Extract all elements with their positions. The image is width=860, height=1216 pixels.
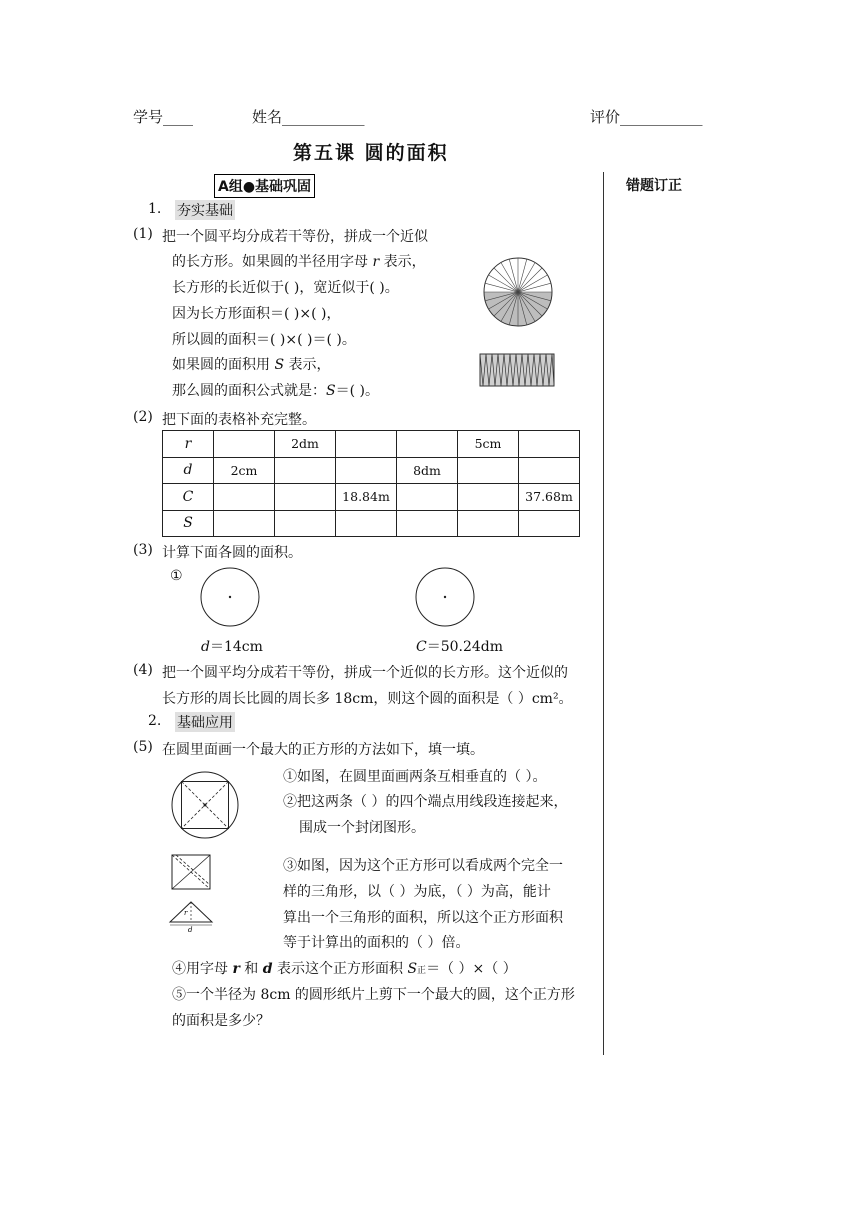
table-row (163, 510, 580, 537)
q1-line4: 因为长方形面积＝( )×( )， (172, 306, 341, 322)
table-cell (214, 484, 275, 511)
q5-step3d: 等于计算出的面积的（ ）倍。 (283, 935, 470, 951)
student-id-field: 学号____ (133, 108, 194, 126)
page-title: 第五课 圆的面积 (293, 142, 449, 164)
table-row (163, 484, 580, 511)
q1-line3: 长方形的长近似于( )，宽近似于( )。 (172, 280, 399, 296)
square-diagonal-figure (170, 853, 212, 891)
table-cell (519, 457, 580, 484)
table-cell (519, 510, 580, 537)
table-cell (275, 457, 336, 484)
q3-text: 计算下面各圆的面积。 (162, 545, 302, 561)
table-cell (336, 457, 397, 484)
table-cell: 5cm (458, 431, 519, 458)
q2-text: 把下面的表格补充完整。 (162, 412, 316, 428)
q1-number: (1) (133, 226, 153, 242)
q5-step3b: 样的三角形，以（ ）为底，（ ）为高，能计 (283, 884, 551, 900)
table-cell: 2dm (275, 431, 336, 458)
q5-step2b: 围成一个封闭图形。 (299, 820, 425, 836)
table-cell (458, 484, 519, 511)
q5-step4: ④用字母 r 和 d 表示这个正方形面积 S正＝（ ）×（ ） (172, 961, 517, 977)
q1-line7: 那么圆的面积公式就是：S＝( )。 (172, 383, 379, 399)
section-2-label: 基础应用 (175, 712, 235, 732)
table-cell (458, 457, 519, 484)
name-field: 姓名___________ (252, 108, 365, 126)
section-1-number: 1. (148, 201, 162, 217)
row-label-c: C (163, 484, 214, 511)
sectored-circle-figure (482, 256, 554, 328)
q1-line2: 的长方形。如果圆的半径用字母 r 表示， (172, 254, 426, 270)
table-cell (397, 510, 458, 537)
table-row (163, 457, 580, 484)
row-label-s: S (163, 510, 214, 537)
q4-number: (4) (133, 662, 153, 678)
circle2-label: C＝50.24dm (416, 639, 504, 655)
triangle-r-label: r (184, 909, 188, 917)
q2-number: (2) (133, 409, 153, 425)
column-divider (603, 172, 604, 1055)
table-cell: 37.68m (519, 484, 580, 511)
q5-step5a: ⑤一个半径为 8cm 的圆形纸片上剪下一个最大的圆，这个正方形 (172, 987, 575, 1003)
q1-line5: 所以圆的面积＝( )×( )＝( )。 (172, 332, 356, 348)
q5-step1: ①如图，在圆里面画两条互相垂直的（ ）。 (283, 769, 547, 785)
table-cell (397, 431, 458, 458)
triangle-figure (168, 898, 214, 934)
circle-data-table (162, 430, 580, 537)
table-cell (458, 510, 519, 537)
q5-step2a: ②把这两条（ ）的四个端点用线段连接起来， (283, 794, 568, 810)
row-label-d: d (163, 457, 214, 484)
q3-number: (3) (133, 542, 153, 558)
table-cell (397, 484, 458, 511)
rearranged-rectangle-figure (478, 352, 556, 388)
table-cell (275, 484, 336, 511)
q1-line6: 如果圆的面积用 S 表示， (172, 357, 331, 373)
table-cell (214, 431, 275, 458)
group-label: A组●基础巩固 (214, 174, 315, 198)
circle-circumference-figure (414, 566, 476, 628)
table-row (163, 431, 580, 458)
table-cell (519, 431, 580, 458)
table-cell: 8dm (397, 457, 458, 484)
q1-line1: 把一个圆平均分成若干等份，拼成一个近似 (162, 229, 428, 245)
section-1-label: 夯实基础 (175, 200, 235, 220)
triangle-d-label: d (188, 926, 193, 934)
q5-number: (5) (133, 739, 153, 755)
evaluation-field: 评价___________ (590, 108, 703, 126)
table-cell: 2cm (214, 457, 275, 484)
correction-column-title: 错题订正 (626, 178, 682, 194)
q5-step3a: ③如图，因为这个正方形可以看成两个完全一 (283, 858, 563, 874)
table-cell (336, 431, 397, 458)
q5-text: 在圆里面画一个最大的正方形的方法如下，填一填。 (162, 742, 484, 758)
table-cell: 18.84m (336, 484, 397, 511)
q4-line1: 把一个圆平均分成若干等份，拼成一个近似的长方形。这个近似的 (162, 665, 568, 681)
q3-marker: ① (170, 568, 183, 584)
table-cell (336, 510, 397, 537)
section-2-number: 2. (148, 713, 162, 729)
row-label-r: r (163, 431, 214, 458)
table-cell (214, 510, 275, 537)
table-cell (275, 510, 336, 537)
circle-with-square-figure (168, 770, 242, 840)
q4-line2: 长方形的周长比圆的周长多 18cm，则这个圆的面积是（ ）cm²。 (162, 691, 573, 707)
circle1-label: d＝14cm (201, 639, 263, 655)
q5-step5b: 的面积是多少？ (172, 1013, 270, 1029)
q5-step3c: 算出一个三角形的面积，所以这个正方形面积 (283, 910, 563, 926)
circle-diameter-figure (199, 566, 261, 628)
